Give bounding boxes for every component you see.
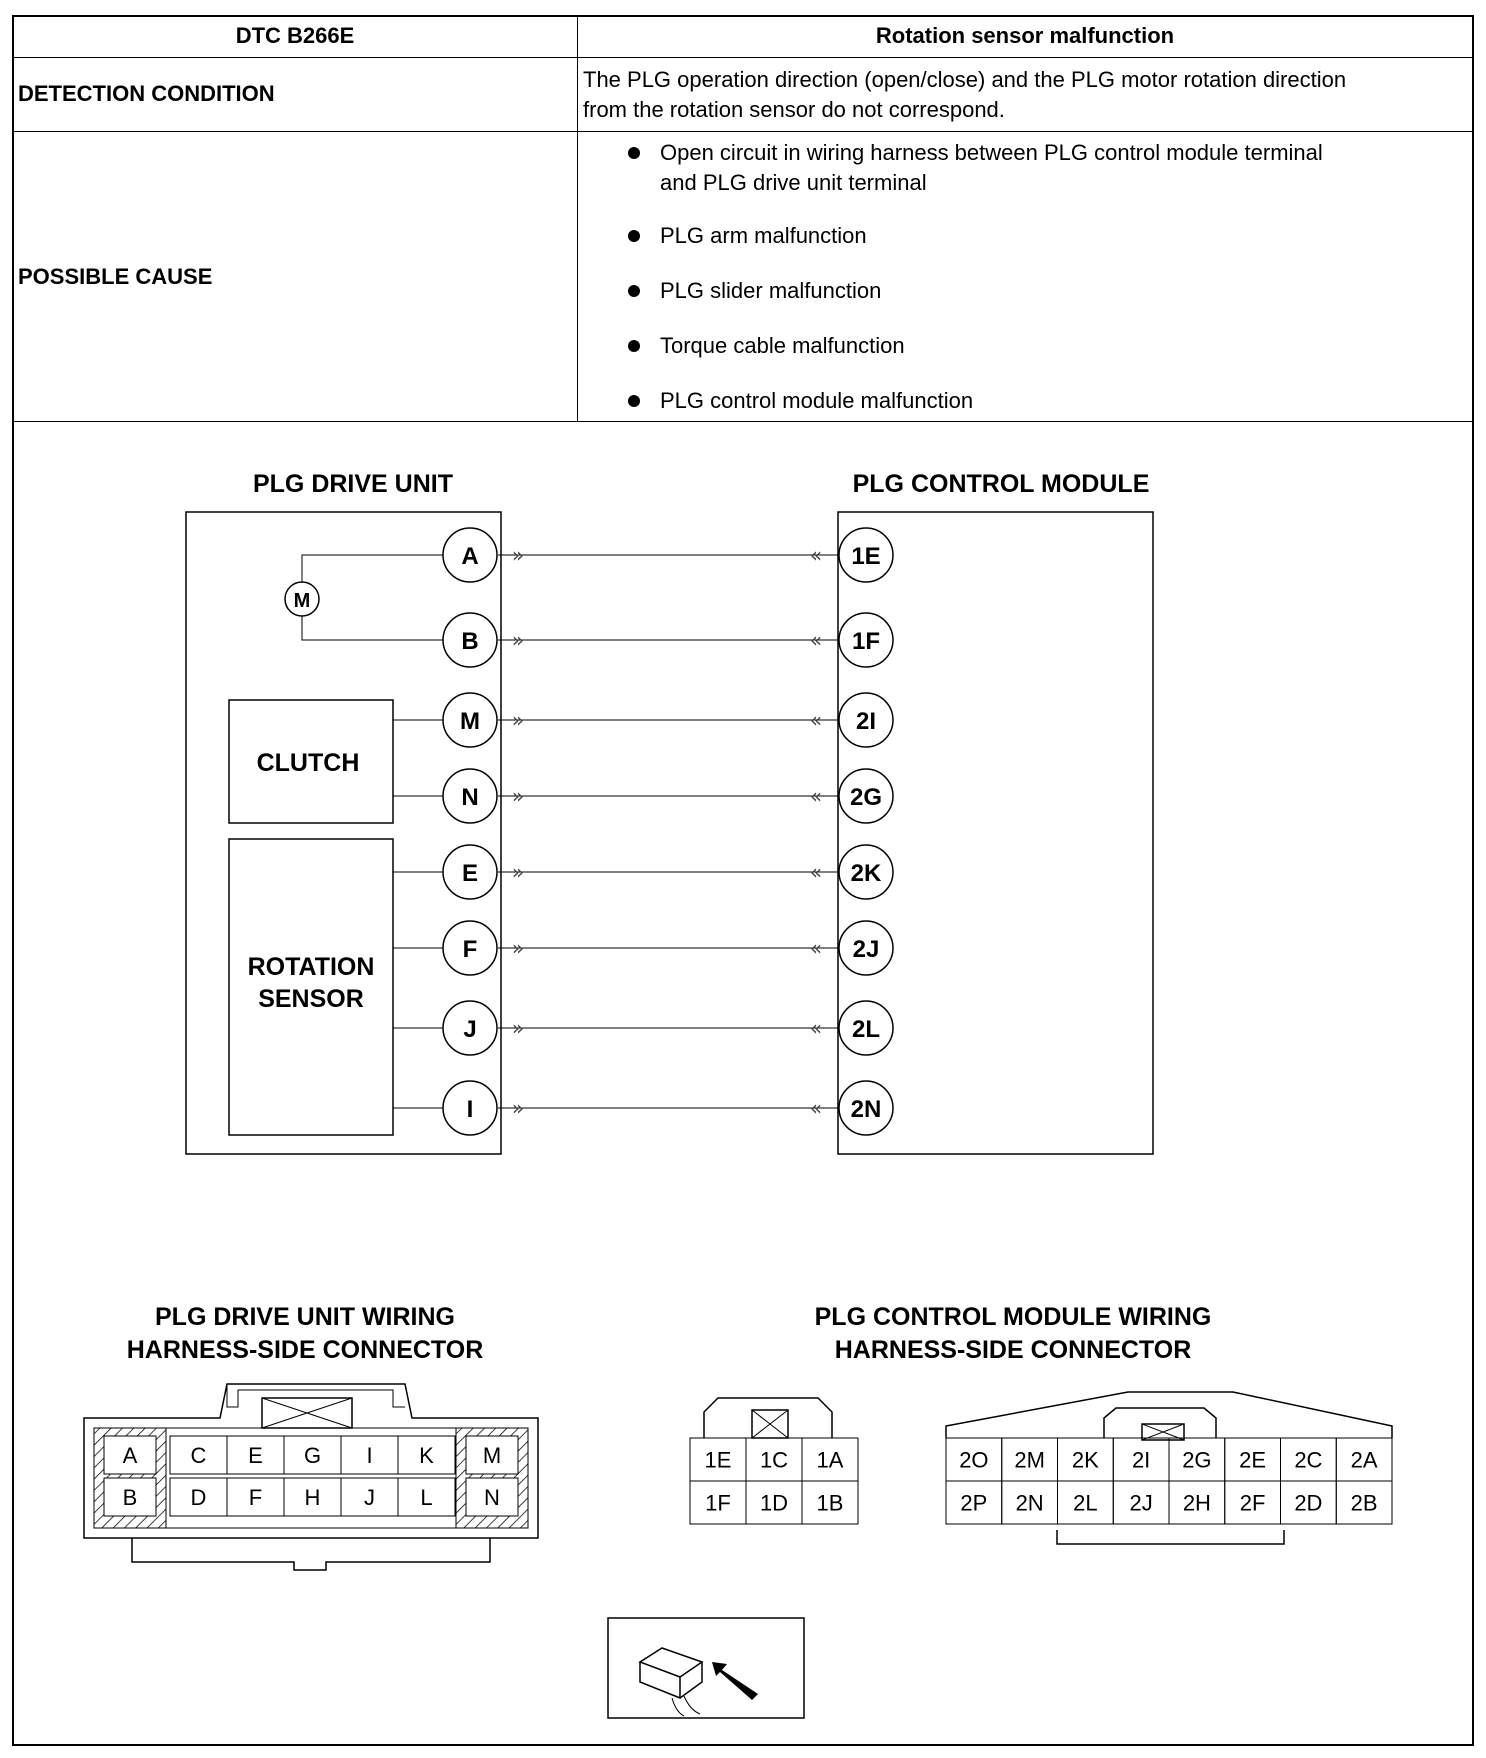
control-module-title: PLG CONTROL MODULE — [852, 470, 1150, 498]
connector-pin-label: M — [482, 1443, 502, 1468]
control-module-box — [838, 512, 1153, 1154]
module-connector-title-line1: PLG CONTROL MODULE WIRING — [814, 1303, 1212, 1331]
connector-pin-label: 2L — [1073, 1490, 1098, 1516]
connector-arrow-right: » — [511, 1096, 525, 1120]
connector-arrow-left: « — [809, 708, 823, 732]
connector-pin-label: A — [122, 1443, 138, 1468]
connector-pin-label: 2F — [1239, 1490, 1266, 1516]
connector-pin-label: 2C — [1294, 1447, 1323, 1473]
connector-pin-label: I — [366, 1443, 373, 1468]
connector-arrow-right: » — [511, 628, 525, 652]
connector-pin-label: 2K — [1071, 1447, 1099, 1473]
connector-arrow-right: » — [511, 784, 525, 808]
cause-item: PLG slider malfunction — [660, 278, 882, 303]
control-module-terminal-label: 2N — [850, 1096, 882, 1123]
control-module-terminal-label: 1E — [851, 543, 881, 570]
connector-pin-label: 2A — [1350, 1447, 1378, 1473]
module-small-connector — [704, 1398, 832, 1438]
detection-condition-text-line1: The PLG operation direction (open/close) and the PLG motor rotation direction — [583, 67, 1347, 92]
module-large-connector-pins — [946, 1438, 1392, 1524]
connector-pin-label: 2G — [1182, 1447, 1212, 1473]
connector-pin-label: 1A — [816, 1447, 844, 1473]
clutch-label: CLUTCH — [256, 749, 360, 777]
connector-pin-label: L — [420, 1485, 433, 1510]
connector-pin-label: J — [364, 1485, 375, 1510]
connector-arrow-left: « — [809, 784, 823, 808]
connector-arrow-left: « — [809, 1016, 823, 1040]
connector-pin-label: 1B — [816, 1490, 844, 1516]
drive-unit-terminal-label: M — [460, 708, 480, 735]
dtc-code: DTC B266E — [235, 23, 355, 48]
clutch-wires — [393, 720, 444, 796]
rotation-sensor-label-line2: SENSOR — [258, 985, 364, 1013]
control-module-terminal-label: 2G — [849, 784, 883, 811]
connector-pin-label: 2P — [960, 1490, 988, 1516]
connector-pin-label: E — [248, 1443, 263, 1468]
possible-cause-label: POSSIBLE CAUSE — [18, 264, 213, 289]
rotation-sensor-wires — [393, 872, 444, 1108]
drive-unit-terminal-label: N — [461, 784, 479, 811]
connector-pin-label: 1F — [705, 1490, 731, 1516]
connector-pin-label: N — [484, 1485, 500, 1510]
control-module-terminal-label: 2L — [851, 1016, 881, 1043]
drive-unit-terminal-label: I — [466, 1096, 474, 1123]
drive-unit-terminal-label: A — [461, 543, 479, 570]
drive-unit-connector — [84, 1384, 538, 1570]
connector-arrow-right: » — [511, 936, 525, 960]
drive-unit-terminal-label: J — [463, 1016, 477, 1043]
harness-side-view-icon — [608, 1618, 804, 1718]
connector-pin-label: H — [304, 1485, 321, 1510]
connector-pin-label: 1D — [759, 1490, 789, 1516]
connector-arrow-left: « — [809, 543, 823, 567]
cause-item: PLG arm malfunction — [660, 223, 867, 248]
drive-unit-box — [186, 512, 501, 1154]
control-module-terminal-label: 2I — [855, 708, 877, 735]
motor-symbol: M — [293, 590, 311, 612]
module-connector-title-line2: HARNESS-SIDE CONNECTOR — [834, 1336, 1192, 1364]
connector-pin-label: D — [190, 1485, 207, 1510]
detection-condition-text-line2: from the rotation sensor do not correspond. — [583, 97, 1005, 122]
drive-unit-terminal-label: E — [461, 860, 479, 887]
connector-arrow-right: » — [511, 543, 525, 567]
connector-pin-label: 2B — [1350, 1490, 1378, 1516]
connector-pin-label: 1C — [759, 1447, 789, 1473]
connector-pin-label: 2M — [1014, 1447, 1045, 1473]
connector-arrow-right: » — [511, 1016, 525, 1040]
module-small-connector-pins — [690, 1438, 858, 1524]
motor-wires — [302, 555, 444, 640]
connector-pin-label: 2O — [959, 1447, 989, 1473]
drive-unit-title: PLG DRIVE UNIT — [252, 470, 454, 498]
connector-arrow-left: « — [809, 936, 823, 960]
control-module-terminal-label: 2K — [850, 860, 882, 887]
connector-pin-label: 2H — [1182, 1490, 1211, 1516]
connector-pin-label: 2N — [1015, 1490, 1044, 1516]
dtc-title: Rotation sensor malfunction — [875, 23, 1175, 48]
connector-arrow-left: « — [809, 628, 823, 652]
cause-item-continued: and PLG drive unit terminal — [660, 170, 927, 195]
connector-pin-label: 2J — [1129, 1490, 1153, 1516]
connector-arrow-right: » — [511, 860, 525, 884]
cause-item: Open circuit in wiring harness between PLG control module terminal — [660, 140, 1323, 165]
connection-layer — [443, 528, 893, 1135]
connector-arrow-right: » — [511, 708, 525, 732]
cause-item: Torque cable malfunction — [660, 333, 905, 358]
drive-unit-terminal-label: F — [462, 936, 478, 963]
connector-pin-label: B — [122, 1485, 138, 1510]
detection-condition-label: DETECTION CONDITION — [18, 81, 275, 106]
drive-unit-terminal-label: B — [461, 628, 479, 655]
cause-item: PLG control module malfunction — [660, 388, 974, 413]
connector-arrow-left: « — [809, 1096, 823, 1120]
control-module-terminal-label: 2J — [852, 936, 880, 963]
drive-unit-connector-title-line2: HARNESS-SIDE CONNECTOR — [126, 1336, 484, 1364]
connector-pin-label: K — [419, 1443, 434, 1468]
connector-pin-label: 2D — [1294, 1490, 1323, 1516]
connector-pin-label: 2E — [1239, 1447, 1267, 1473]
connector-pin-label: G — [303, 1443, 322, 1468]
connector-pin-label: C — [190, 1443, 207, 1468]
connector-pin-label: 2I — [1131, 1447, 1151, 1473]
control-module-terminal-label: 1F — [851, 628, 881, 655]
connector-pin-label: F — [248, 1485, 263, 1510]
connector-pin-label: 1E — [704, 1447, 732, 1473]
drive-unit-connector-title-line1: PLG DRIVE UNIT WIRING — [155, 1303, 455, 1331]
rotation-sensor-label-line1: ROTATION — [247, 953, 375, 981]
connector-arrow-left: « — [809, 860, 823, 884]
